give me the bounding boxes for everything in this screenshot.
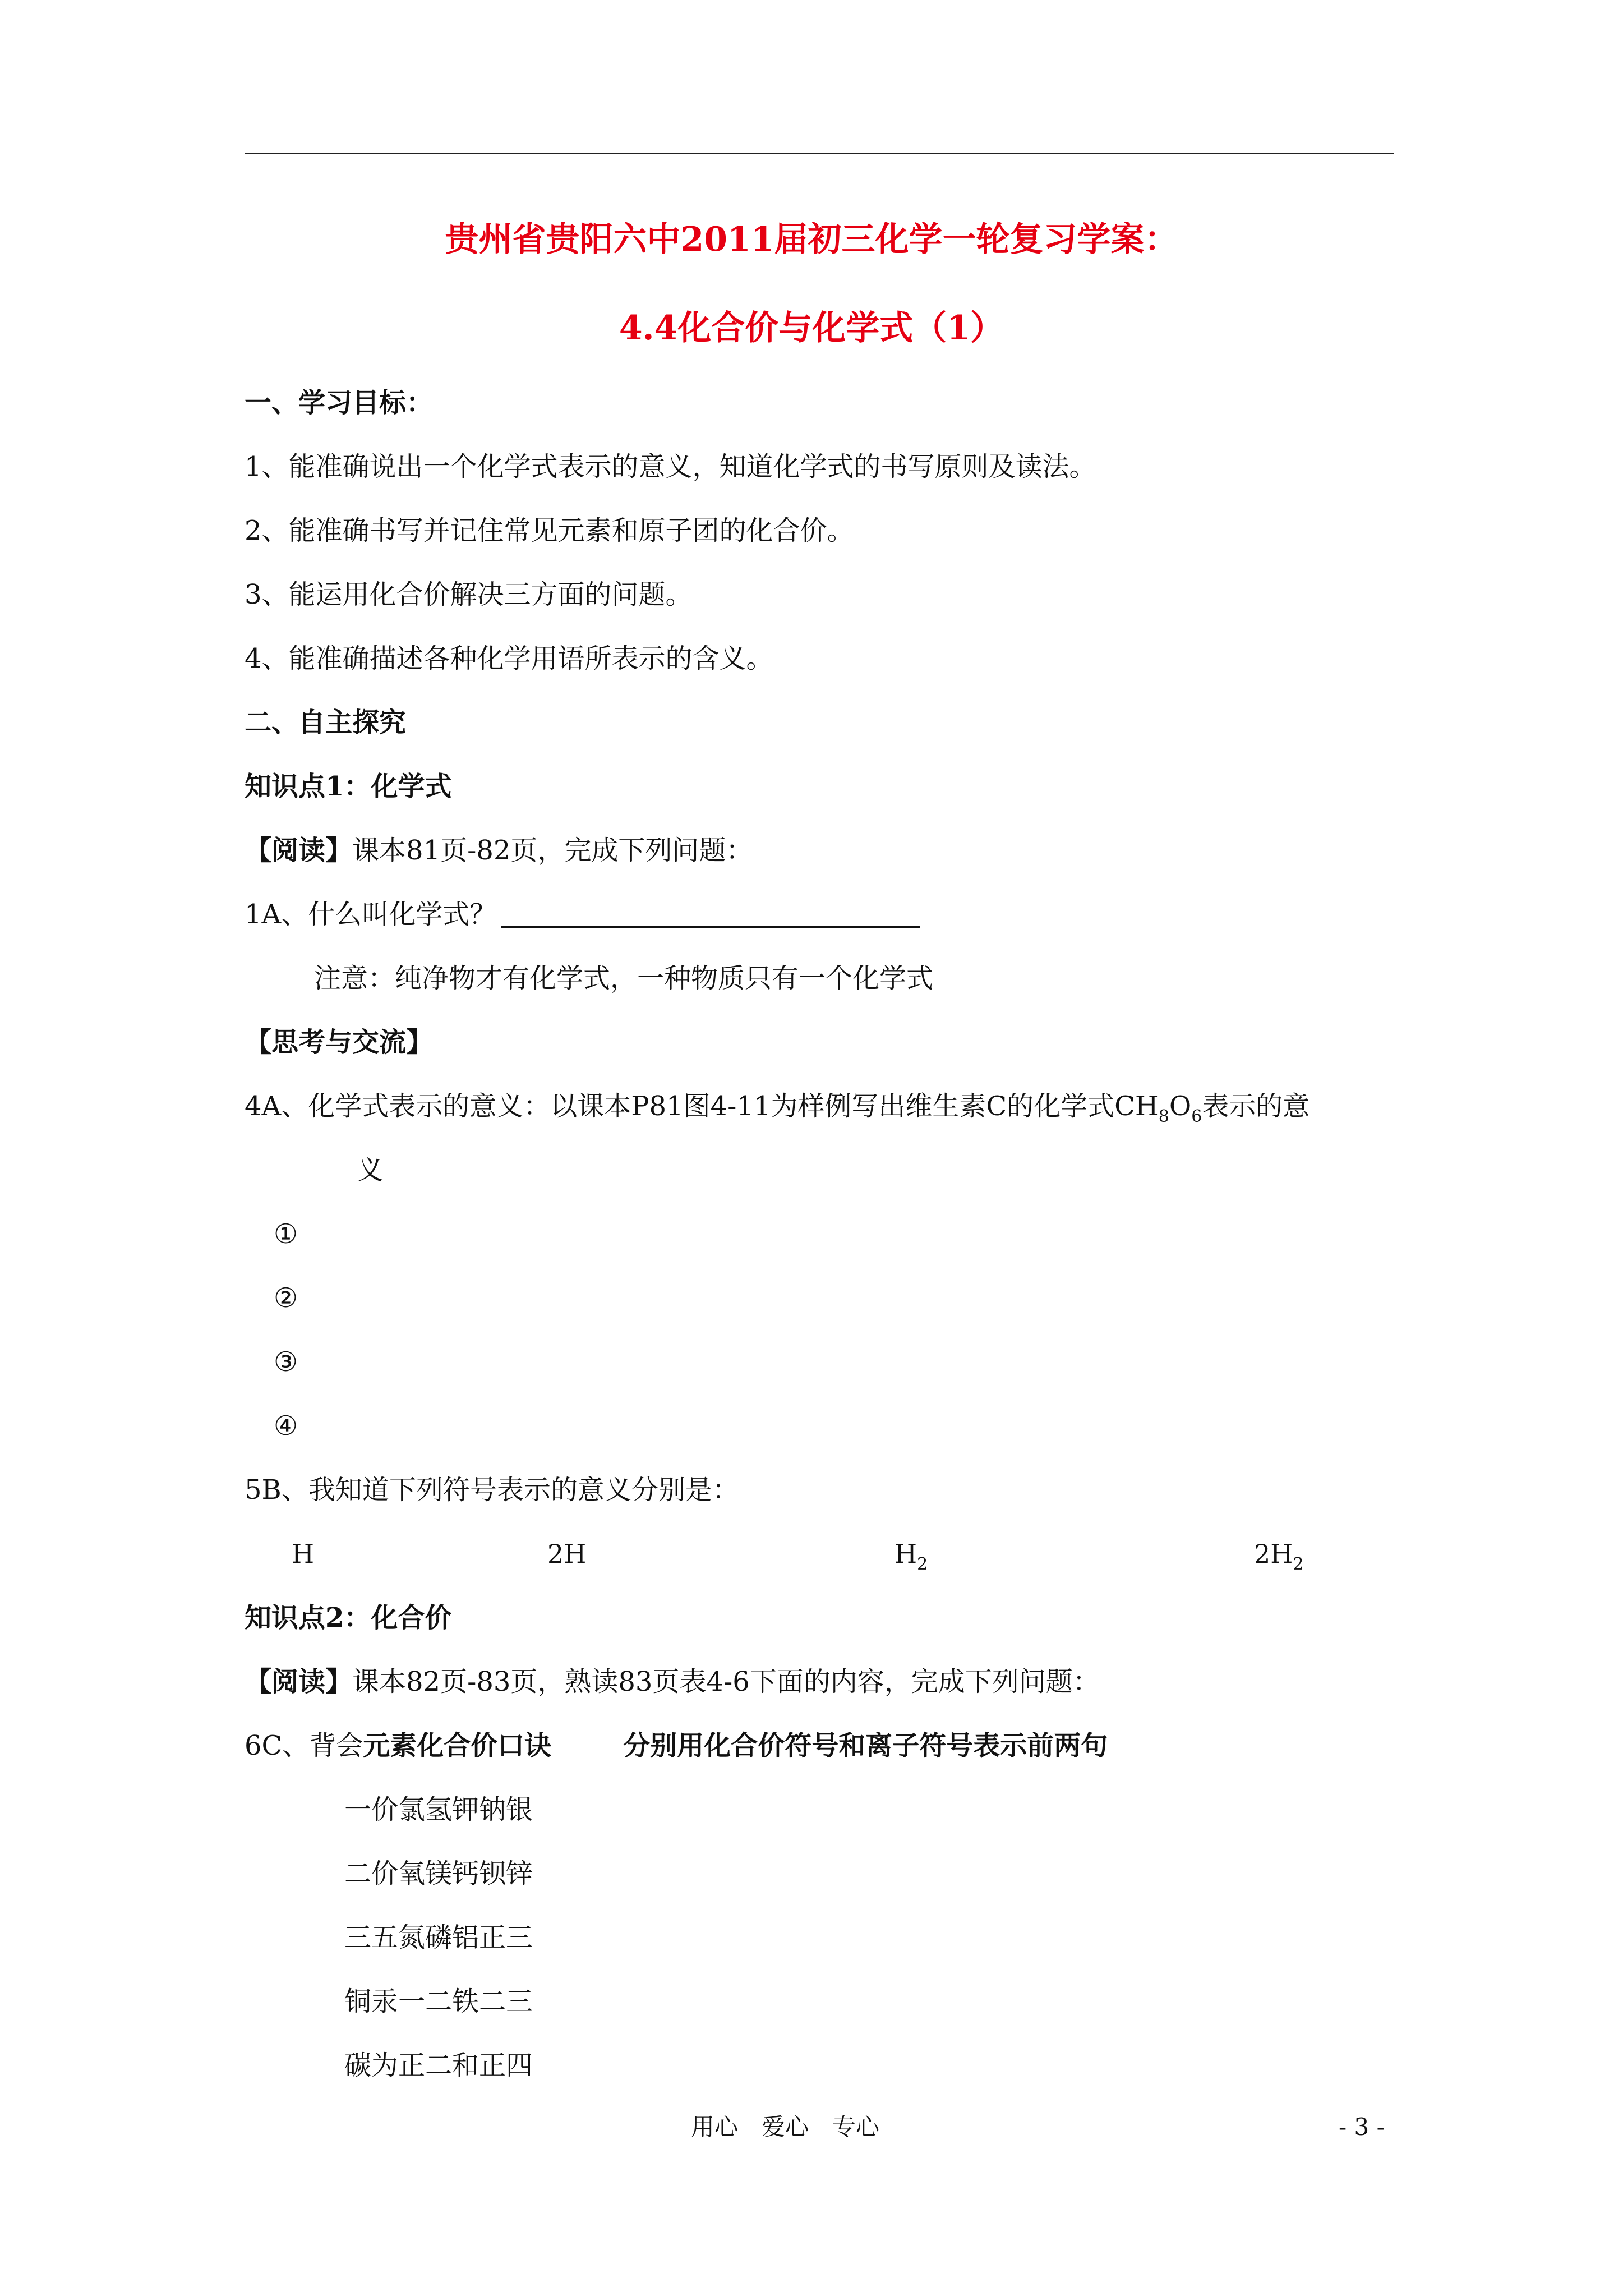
question-4a bbox=[245, 1088, 1310, 1124]
reading-text: 课本81页-82页，完成下列问题： bbox=[352, 835, 753, 866]
question-1a bbox=[245, 896, 920, 932]
rhyme-line-4: 铜汞一二铁二三 bbox=[344, 1986, 533, 2017]
section2-heading: 二、自主探究 bbox=[245, 707, 407, 738]
symbol-2h: 2H bbox=[547, 1539, 587, 1569]
reading-label: 【阅读】 bbox=[245, 835, 353, 866]
question-4a-text: 4A、化学式表示的意义：以课本P81图4-11为样例写出维生素C的化学式CH bbox=[245, 1091, 1159, 1122]
symbol-2h2: $2H_2$ bbox=[1254, 1539, 1304, 1574]
question-5b: 5B、我知道下列符号表示的意义分别是： bbox=[245, 1474, 739, 1506]
question-4a-text: O bbox=[1169, 1091, 1192, 1122]
document-title: 贵州省贵阳六中2011届初三化学一轮复习学案： bbox=[445, 220, 1178, 259]
goal-3: 3、能运用化合价解决三方面的问题。 bbox=[245, 579, 693, 610]
circled-item-4: ④ bbox=[274, 1410, 298, 1442]
goal-1: 1、能准确说出一个化学式表示的意义，知道化学式的书写原则及读法。 bbox=[245, 451, 1096, 482]
header-rule bbox=[245, 153, 1394, 154]
page-number: - 3 - bbox=[1339, 2113, 1385, 2141]
goal-2: 2、能准确书写并记住常见元素和原子团的化合价。 bbox=[245, 515, 854, 546]
section1-heading: 一、学习目标： bbox=[245, 387, 434, 418]
circled-item-1: ① bbox=[274, 1218, 298, 1250]
think-exchange-heading: 【思考与交流】 bbox=[245, 1027, 434, 1058]
question-1a-text: 1A、什么叫化学式？ bbox=[245, 899, 497, 930]
answer-blank[interactable] bbox=[501, 898, 920, 928]
rhyme-line-5: 碳为正二和正四 bbox=[344, 2050, 533, 2081]
knowledge-point-2-heading: 知识点2：化合价 bbox=[245, 1602, 452, 1634]
note: 注意：纯净物才有化学式，一种物质只有一个化学式 bbox=[314, 963, 934, 994]
question-6c-text: 6C、背会 bbox=[245, 1730, 363, 1761]
symbol-h: H bbox=[292, 1539, 315, 1569]
question-4a-text: 表示的意 bbox=[1202, 1091, 1310, 1122]
rhyme-line-3: 三五氮磷铝正三 bbox=[344, 1922, 533, 1953]
circled-item-3: ③ bbox=[274, 1346, 298, 1378]
reading-instruction-1 bbox=[245, 832, 753, 868]
symbol-h2: $H_2$ bbox=[895, 1539, 928, 1574]
subscript: 6 bbox=[1191, 1107, 1202, 1126]
knowledge-point-1-heading: 知识点1：化学式 bbox=[245, 771, 452, 802]
reading-instruction-2 bbox=[245, 1664, 1100, 1700]
subscript: 8 bbox=[1158, 1107, 1169, 1126]
footer-motto: 用心 爱心 专心 bbox=[691, 2113, 880, 2141]
question-6c-instruction: 分别用化合价符号和离子符号表示前两句 bbox=[623, 1730, 1108, 1761]
question-6c bbox=[245, 1728, 1108, 1764]
rhyme-line-1: 一价氯氢钾钠银 bbox=[344, 1794, 533, 1825]
question-6c-emphasis: 元素化合价口诀 bbox=[363, 1730, 552, 1761]
rhyme-line-2: 二价氧镁钙钡锌 bbox=[344, 1858, 533, 1889]
document-subtitle: 4.4化合价与化学式（1） bbox=[619, 309, 1004, 348]
circled-item-2: ② bbox=[274, 1282, 298, 1314]
question-4a-continuation: 义 bbox=[357, 1154, 384, 1186]
reading-text: 课本82页-83页，熟读83页表4-6下面的内容，完成下列问题： bbox=[352, 1666, 1100, 1697]
goal-4: 4、能准确描述各种化学用语所表示的含义。 bbox=[245, 643, 773, 674]
reading-label: 【阅读】 bbox=[245, 1666, 353, 1697]
